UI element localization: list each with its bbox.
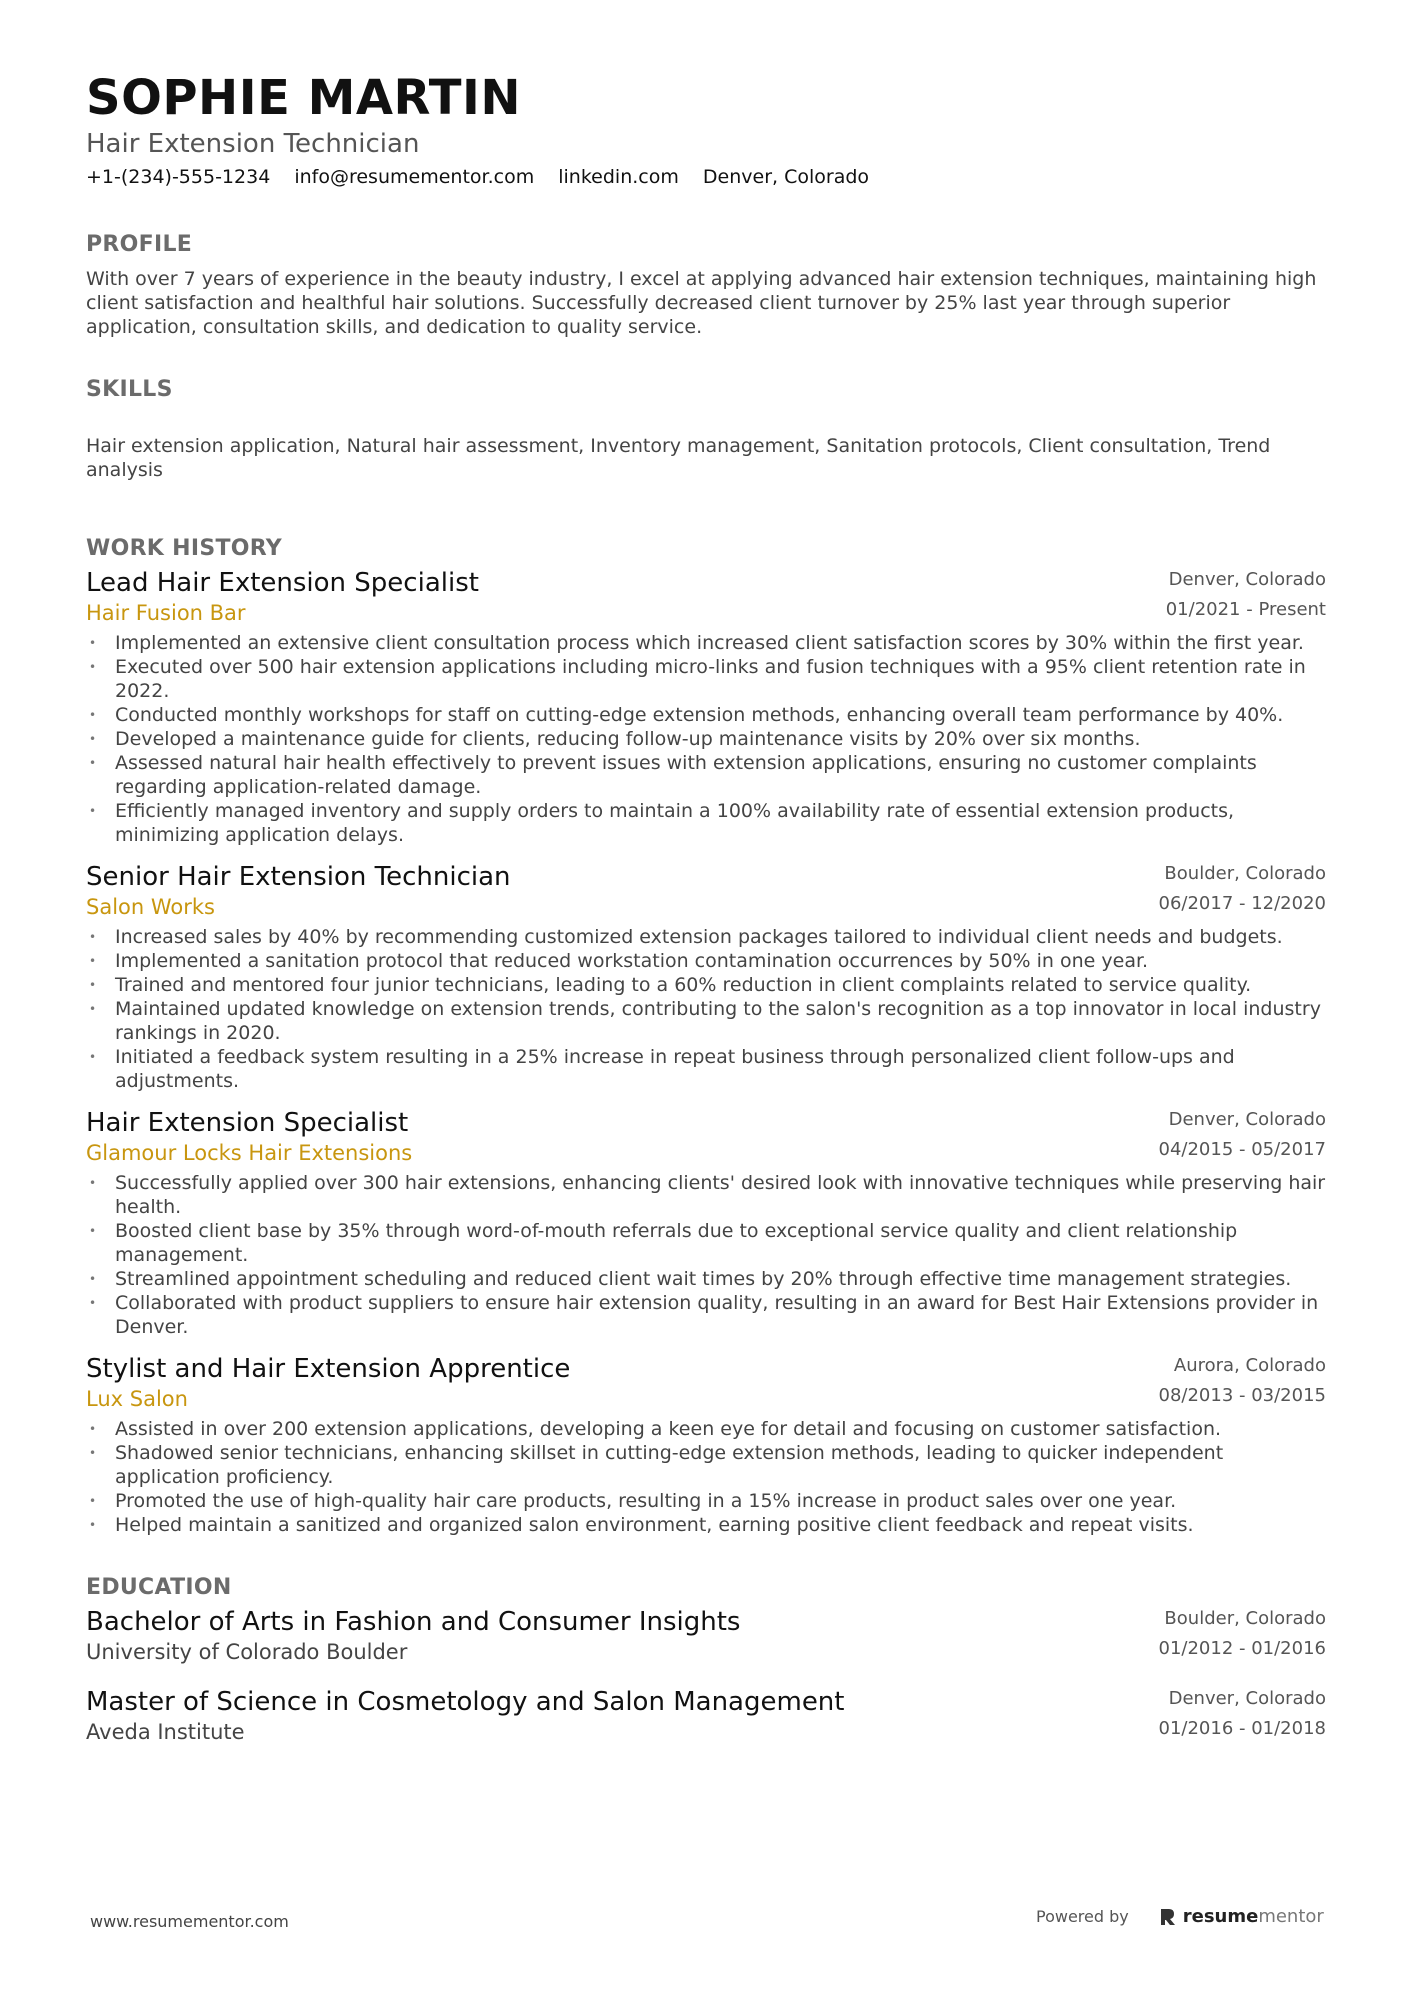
education-location: Boulder, Colorado [1164, 1608, 1326, 1629]
resume-page [86, 70, 1326, 1746]
job-location: Boulder, Colorado [1164, 863, 1326, 884]
job-entry [86, 567, 1326, 847]
bullet: • Efficiently managed inventory and supply orders to maintain a 100% availability rate of essential extension products, minimizing application delays. [86, 799, 1326, 847]
employer: Glamour Locks Hair Extensions [86, 1141, 413, 1165]
bullet: • Promoted the use of high-quality hair care products, resulting in a 15% increase in product sales over one year. [86, 1489, 1326, 1513]
work-history-heading: WORK HISTORY [86, 536, 283, 561]
job-dates: 04/2015 - 05/2017 [1158, 1139, 1326, 1160]
bullet: • Conducted monthly workshops for staff on cutting-edge extension methods, enhancing overall team performance by 40%. [86, 703, 1326, 727]
contact-location: Denver, Colorado [702, 166, 870, 188]
skills-heading: SKILLS [86, 377, 173, 402]
contact-linkedin: linkedin.com [558, 166, 679, 188]
bullet: • Implemented a sanitation protocol that reduced workstation contamination occurrences by 50% in one year. [86, 949, 1326, 973]
education-entry [86, 1606, 1326, 1666]
education-dates: 01/2012 - 01/2016 [1158, 1638, 1326, 1659]
employer: Hair Fusion Bar [86, 601, 246, 625]
employer: Lux Salon [86, 1387, 188, 1411]
degree: Bachelor of Arts in Fashion and Consumer Insights [86, 1607, 741, 1637]
contact-line [86, 166, 1326, 188]
bullet: • Initiated a feedback system resulting in a 25% increase in repeat business through personalized client follow-ups and adjustments. [86, 1045, 1326, 1093]
education-dates: 01/2016 - 01/2018 [1158, 1718, 1326, 1739]
job-bullets [86, 1417, 1326, 1537]
bullet: • Collaborated with product suppliers to ensure hair extension quality, resulting in an award for Best Hair Extensions provider in Denver. [86, 1291, 1326, 1339]
job-location: Denver, Colorado [1168, 569, 1326, 590]
bullet: • Increased sales by 40% by recommending customized extension packages tailored to individual client needs and budgets. [86, 925, 1326, 949]
footer-branding [1036, 1906, 1324, 1927]
logo-light-text: mentor [1258, 1906, 1324, 1927]
candidate-name: SOPHIE MARTIN [86, 70, 522, 126]
job-dates: 08/2013 - 03/2015 [1158, 1385, 1326, 1406]
profile-text: With over 7 years of experience in the beauty industry, I excel at applying advanced hair extension techniques, maintaining high client satisfaction and healthful hair solutions. Successfully decreased client turnover by 25% last year through superior application, consultation skills, and dedication to quality service. [86, 268, 1317, 338]
bullet: • Assessed natural hair health effectively to prevent issues with extension applications, ensuring no customer complaints regarding application-related damage. [86, 751, 1326, 799]
footer-website[interactable]: www.resumementor.com [90, 1912, 289, 1931]
job-entry [86, 1107, 1326, 1339]
school: University of Colorado Boulder [86, 1640, 408, 1664]
job-bullets [86, 1171, 1326, 1339]
bullet: • Boosted client base by 35% through word-of-mouth referrals due to exceptional service quality and client relationship management. [86, 1219, 1326, 1267]
bullet: • Developed a maintenance guide for clients, reducing follow-up maintenance visits by 20% over six months. [86, 727, 1326, 751]
job-entry [86, 1353, 1326, 1537]
contact-phone: +1-(234)-555-1234 [86, 166, 271, 188]
logo-bold-text: resume [1182, 1906, 1259, 1927]
education-entry [86, 1686, 1326, 1746]
education-heading: EDUCATION [86, 1575, 232, 1600]
employer: Salon Works [86, 895, 215, 919]
job-title: Stylist and Hair Extension Apprentice [86, 1354, 571, 1384]
skills-text: Hair extension application, Natural hair assessment, Inventory management, Sanitation protocols, Client consultation, Trend analysis [86, 435, 1271, 481]
bullet: • Maintained updated knowledge on extension trends, contributing to the salon's recognition as a top innovator in local industry rankings in 2020. [86, 997, 1326, 1045]
job-entry [86, 861, 1326, 1093]
job-title: Hair Extension Specialist [86, 1108, 409, 1138]
candidate-title: Hair Extension Technician [86, 129, 420, 159]
job-location: Aurora, Colorado [1173, 1355, 1326, 1376]
job-title: Lead Hair Extension Specialist [86, 568, 479, 598]
bullet: • Assisted in over 200 extension applications, developing a keen eye for detail and focusing on customer satisfaction. [86, 1417, 1326, 1441]
degree: Master of Science in Cosmetology and Salon Management [86, 1687, 845, 1717]
job-bullets [86, 925, 1326, 1093]
education-location: Denver, Colorado [1168, 1688, 1326, 1709]
contact-email: info@resumementor.com [294, 166, 535, 188]
bullet: • Successfully applied over 300 hair extensions, enhancing clients' desired look with innovative techniques while preserving hair health. [86, 1171, 1326, 1219]
powered-by-label: Powered by [1036, 1907, 1129, 1926]
job-dates: 06/2017 - 12/2020 [1158, 893, 1326, 914]
school: Aveda Institute [86, 1720, 245, 1744]
bullet: • Trained and mentored four junior technicians, leading to a 60% reduction in client complaints related to service quality. [86, 973, 1326, 997]
bullet: • Helped maintain a sanitized and organized salon environment, earning positive client feedback and repeat visits. [86, 1513, 1326, 1537]
profile-heading: PROFILE [86, 232, 193, 257]
job-location: Denver, Colorado [1168, 1109, 1326, 1130]
resumementor-logo[interactable] [1159, 1906, 1324, 1927]
job-title: Senior Hair Extension Technician [86, 862, 511, 892]
job-dates: 01/2021 - Present [1165, 599, 1326, 620]
bullet: • Executed over 500 hair extension applications including micro-links and fusion techniques with a 95% client retention rate in 2022. [86, 655, 1326, 703]
bullet: • Implemented an extensive client consultation process which increased client satisfaction scores by 30% within the first year. [86, 631, 1326, 655]
job-bullets [86, 631, 1326, 847]
bullet: • Streamlined appointment scheduling and reduced client wait times by 20% through effective time management strategies. [86, 1267, 1326, 1291]
bullet: • Shadowed senior technicians, enhancing skillset in cutting-edge extension methods, leading to quicker independent application proficiency. [86, 1441, 1326, 1489]
resumementor-logo-icon [1159, 1907, 1177, 1927]
